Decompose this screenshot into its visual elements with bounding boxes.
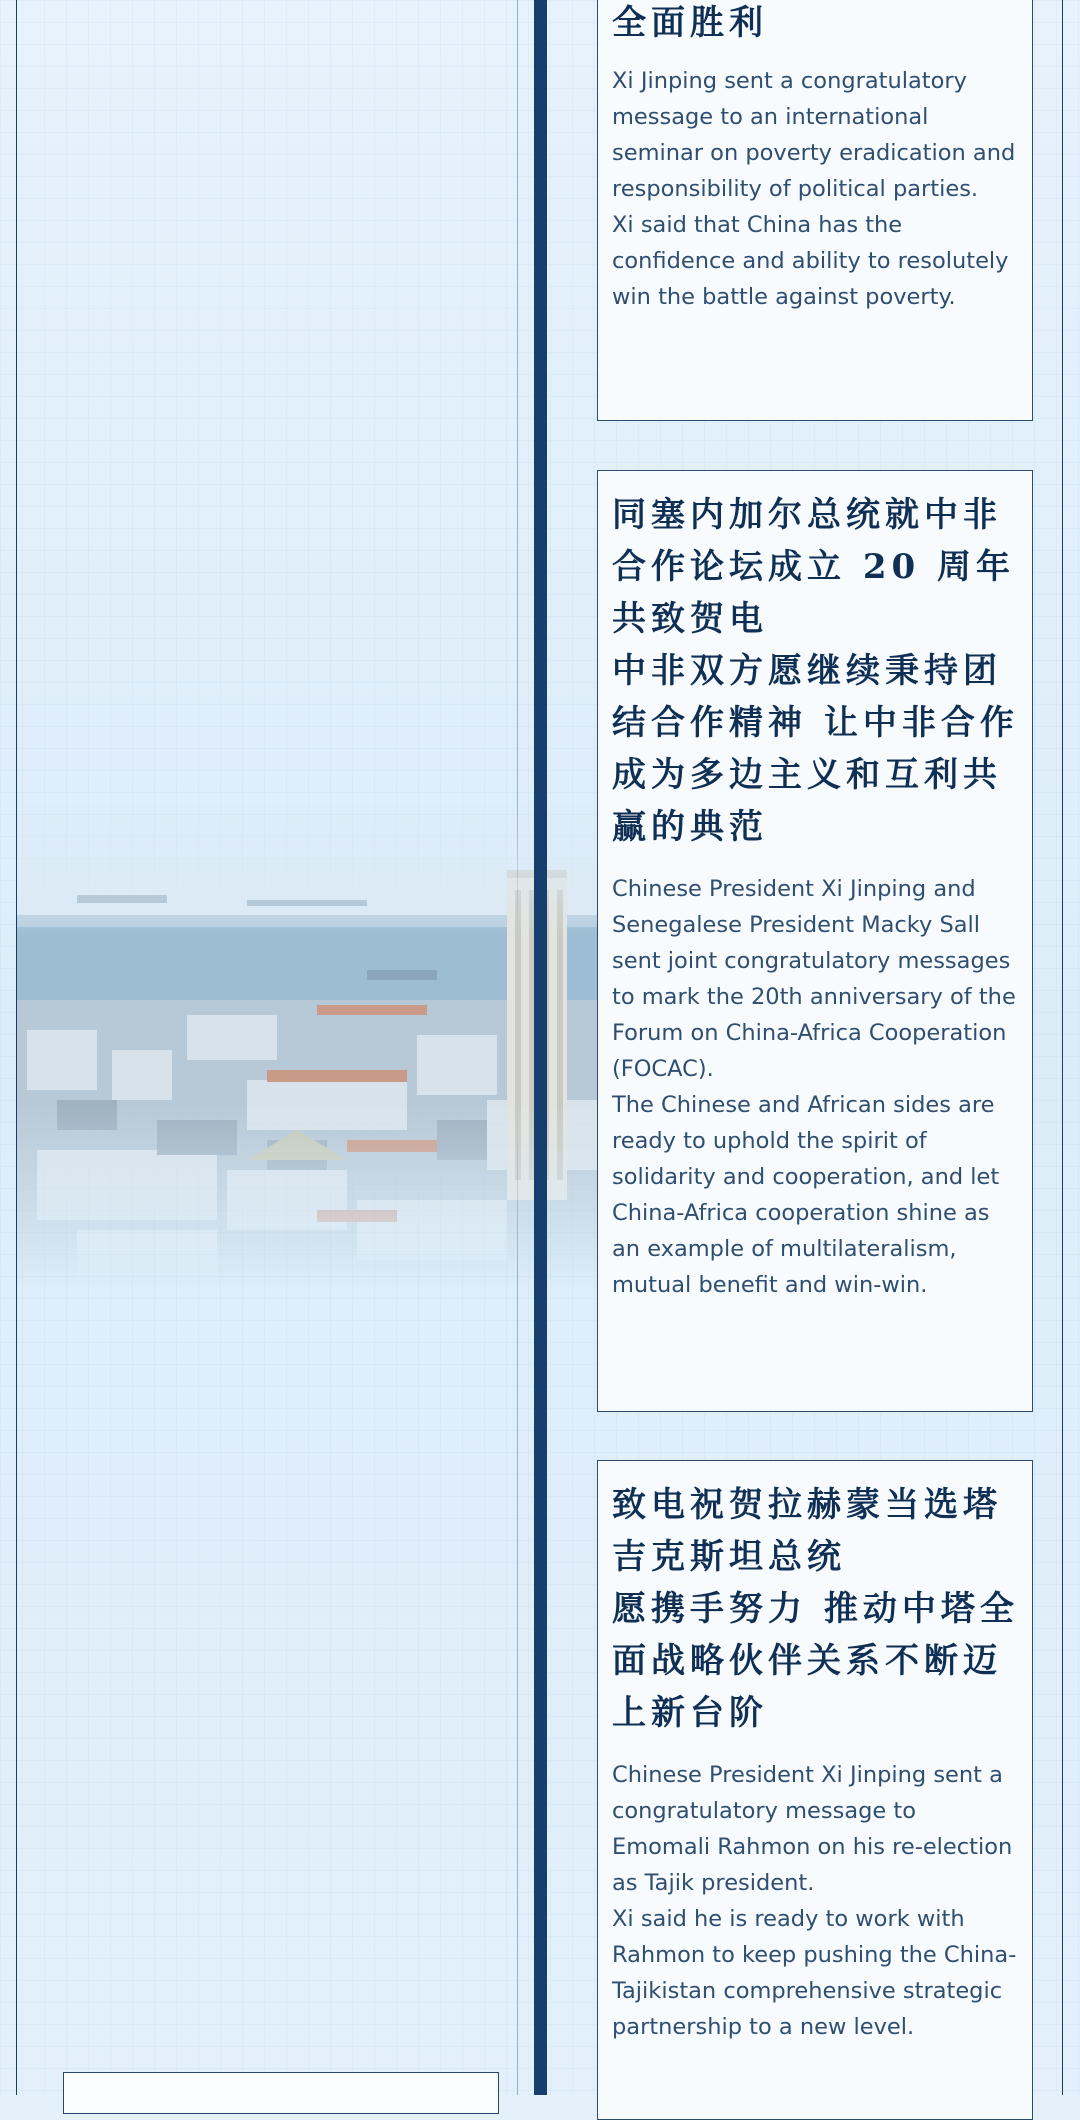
news-card-subtitle: 愿携手努力 推动中塔全面战略伙伴关系不断迈上新台阶 xyxy=(612,1589,1019,1733)
news-card-body: Xi Jinping sent a congratulatory message to an international seminar on poverty eradication and responsibility of political parties. xyxy=(612,68,1016,202)
news-card-title: 致电祝贺拉赫蒙当选塔吉克斯坦总统 xyxy=(612,1485,1002,1577)
frame-right-line xyxy=(1062,0,1063,2095)
vertical-divider-bar xyxy=(534,0,547,2095)
news-card-poverty xyxy=(597,0,1033,421)
news-card-tajikistan xyxy=(597,1460,1033,2120)
news-card-body: Chinese President Xi Jinping and Senegalese President Macky Sall sent joint congratulatory messages to mark the 20th anniversary of the Forum on China-Africa Cooperation (FOCAC). xyxy=(612,876,1016,1082)
news-card-title: 同塞内加尔总统就中非合作论坛成立 20 周年共致贺电 xyxy=(612,495,1015,639)
news-card-body: Xi said that China has the confidence and ability to resolutely win the battle against poverty. xyxy=(612,212,1009,310)
left-info-box xyxy=(63,2072,499,2114)
news-card-title: 全面胜利 xyxy=(612,3,768,43)
left-decorative-panel xyxy=(17,0,518,2095)
harbor-city-illustration xyxy=(17,800,617,1290)
news-card-focac xyxy=(597,470,1033,1412)
news-card-body: Xi said he is ready to work with Rahmon to keep pushing the China-Tajikistan comprehensive strategic partnership to a new level. xyxy=(612,1906,1017,2040)
news-card-body: Chinese President Xi Jinping sent a congratulatory message to Emomali Rahmon on his re-election as Tajik president. xyxy=(612,1762,1013,1896)
news-card-subtitle: 中非双方愿继续秉持团结合作精神 让中非合作成为多边主义和互利共赢的典范 xyxy=(612,651,1019,847)
news-card-body: The Chinese and African sides are ready to uphold the spirit of solidarity and cooperation, and let China-Africa cooperation shine as an example of multilateralism, mutual benefit and win-win. xyxy=(612,1092,1000,1298)
